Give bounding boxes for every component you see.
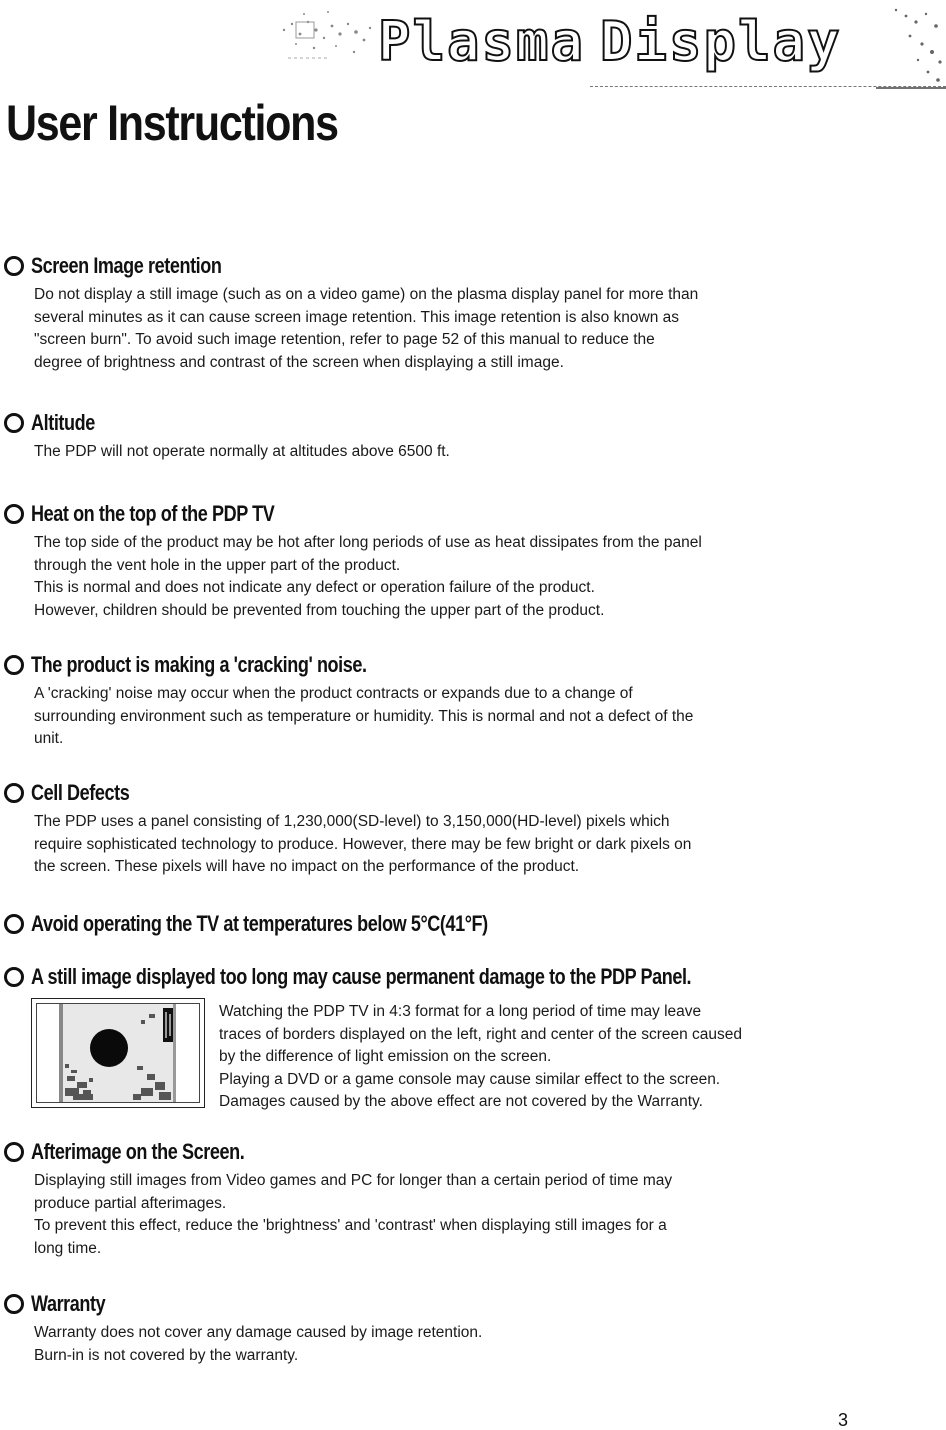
section-title: Cell Defects [31, 780, 130, 805]
circle-bullet-icon [4, 655, 24, 675]
circle-bullet-icon [4, 1294, 24, 1314]
body-line: The top side of the product may be hot after long periods of use as heat dissipates from the panel [34, 534, 702, 551]
body-line: To prevent this effect, reduce the 'brightness' and 'contrast' when displaying still images for a [34, 1217, 667, 1234]
section-warranty [4, 1290, 904, 1367]
body-line: produce partial afterimages. [34, 1194, 227, 1212]
section-screen-image-retention [4, 252, 904, 374]
section-body [34, 532, 904, 622]
body-line: "screen burn". To avoid such image retention, refer to page 52 of this manual to reduce the [34, 331, 655, 348]
section-title: Warranty [31, 1291, 106, 1316]
section-afterimage [4, 1138, 904, 1260]
tv-screen [36, 1003, 200, 1103]
circle-bullet-icon [4, 504, 24, 524]
body-line: unit. [34, 730, 64, 747]
section-still-image-damage [4, 963, 904, 991]
banner-word-display: Display [600, 10, 842, 73]
halftone-decoration-icon [270, 0, 380, 70]
section-title: A still image displayed too long may cause permanent damage to the PDP Panel. [31, 964, 692, 989]
body-line: surrounding environment such as temperature or humidity. This is normal and not a defect of the [34, 707, 694, 725]
figure-caption [219, 1001, 859, 1114]
body-line: Warranty does not cover any damage caused by image retention. [34, 1324, 483, 1341]
body-line: Watching the PDP TV in 4:3 format for a long period of time may leave [219, 1003, 702, 1020]
body-line: the screen. These pixels will have no impact on the performance of the product. [34, 858, 580, 875]
section-title: Screen Image retention [31, 253, 222, 278]
section-body [34, 1170, 904, 1260]
body-line: through the vent hole in the upper part of the product. [34, 556, 401, 574]
section-body [34, 683, 904, 751]
banner-word-plasma: Plasma [378, 10, 586, 73]
body-line: degree of brightness and contrast of the screen when displaying a still image. [34, 353, 564, 371]
section-body [34, 441, 904, 464]
section-heat-on-top [4, 500, 904, 622]
circle-bullet-icon [4, 1142, 24, 1162]
section-altitude [4, 409, 904, 464]
circle-bullet-icon [4, 256, 24, 276]
section-title: The product is making a 'cracking' noise. [31, 652, 367, 677]
body-line: This is normal and does not indicate any defect or operation failure of the product. [34, 579, 595, 596]
section-title: Avoid operating the TV at temperatures below 5°C(41°F) [31, 911, 488, 936]
circle-bullet-icon [4, 413, 24, 433]
body-line: A 'cracking' noise may occur when the product contracts or expands due to a change of [34, 685, 633, 702]
body-line: Playing a DVD or a game console may cause similar effect to the screen. [219, 1070, 721, 1088]
body-line: Displaying still images from Video games and PC for longer than a certain period of time may [34, 1172, 673, 1189]
section-cell-defects [4, 779, 904, 879]
section-title: Altitude [31, 410, 95, 435]
screen-burn-illustration-icon [37, 1004, 199, 1102]
body-line: Damages caused by the above effect are not covered by the Warranty. [219, 1093, 703, 1110]
body-line: Burn-in is not covered by the warranty. [34, 1346, 299, 1364]
body-line: The PDP will not operate normally at altitudes above 6500 ft. [34, 443, 450, 460]
body-line: The PDP uses a panel consisting of 1,230,000(SD-level) to 3,150,000(HD-level) pixels which [34, 813, 670, 830]
section-cracking-noise [4, 651, 904, 751]
body-line: Do not display a still image (such as on a video game) on the plasma display panel for more than [34, 286, 699, 303]
section-body [34, 1322, 904, 1367]
section-title: Afterimage on the Screen. [31, 1139, 245, 1164]
section-body [34, 811, 904, 879]
screen-burn-figure [31, 998, 205, 1108]
section-body [34, 284, 904, 374]
page-number: 3 [838, 1410, 849, 1430]
circle-bullet-icon [4, 914, 24, 934]
body-line: long time. [34, 1239, 102, 1257]
body-line: require sophisticated technology to produce. However, there may be few bright or dark pixels on [34, 835, 692, 853]
circle-bullet-icon [4, 783, 24, 803]
header-banner [270, 0, 946, 92]
circle-bullet-icon [4, 967, 24, 987]
body-line: However, children should be prevented from touching the upper part of the product. [34, 601, 605, 619]
page-title: User Instructions [6, 95, 338, 151]
section-title: Heat on the top of the PDP TV [31, 501, 275, 526]
body-line: by the difference of light emission on the screen. [219, 1048, 552, 1065]
body-line: several minutes as it can cause screen image retention. This image retention is also known as [34, 308, 680, 326]
section-temperature-warning [4, 910, 904, 938]
halftone-corner-decoration-icon [876, 0, 946, 92]
body-line: traces of borders displayed on the left, right and center of the screen caused [219, 1025, 743, 1043]
